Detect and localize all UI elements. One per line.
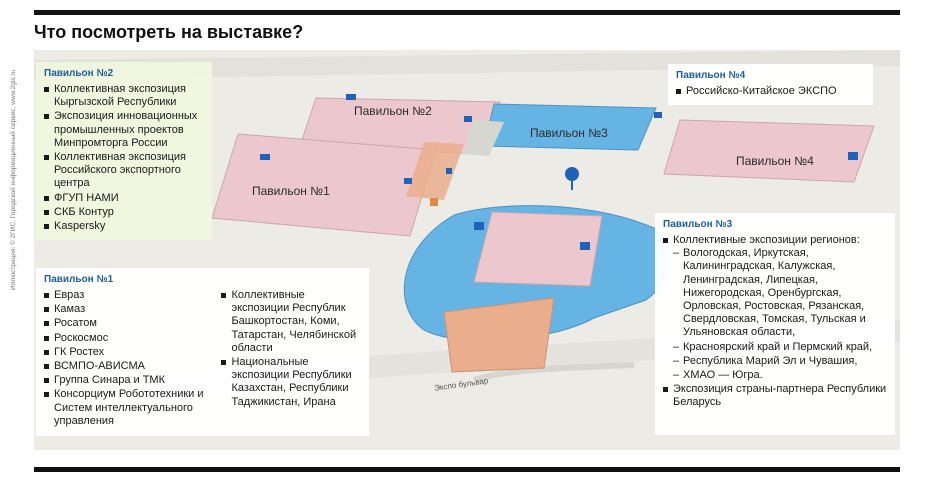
credit-text: Иллюстрация: © 2ГИС. Городской информационный сервис, www.2gis.ru	[10, 69, 17, 290]
sub-list-item: – Республика Марий Эл и Чувашия,	[673, 355, 887, 368]
panel-pavilion-1	[36, 268, 369, 436]
page-title: Что посмотреть на выставке?	[34, 22, 304, 42]
panel-heading: Павильон №4	[676, 70, 746, 81]
panel-pavilion-2	[36, 62, 212, 240]
sub-list-item: – Красноярский край и Пермский край,	[673, 341, 887, 354]
panel-heading: Павильон №3	[663, 219, 733, 230]
list-item: Экспозиция страны-партнера Республики Беларусь	[663, 383, 887, 409]
location-marker-icon	[565, 167, 579, 190]
list-item: ФГУП НАМИ	[44, 192, 204, 205]
list-item: Экспозиция инновационных промышленных проектов Минпромторга России	[44, 110, 204, 150]
sub-list-item: – Вологодская, Иркутская, Калининградская, Калужская, Ленинградская, Липецкая, Нижегородская, Оренбургская, Орловская, Ростовская, Рязанская, Свердловская, Томская, Тульская и Ульяновская области,	[673, 247, 887, 339]
panel-pavilion-4	[668, 64, 873, 105]
list-item: Роскосмос	[44, 332, 207, 345]
list-item: СКБ Контур	[44, 206, 204, 219]
street-label: Экспо бульвар	[433, 376, 489, 393]
list-item: Коллективная экспозиция Российского экспортного центра	[44, 151, 204, 191]
map-label-pavilion-1: Павильон №1	[252, 184, 330, 198]
list-item: Росатом	[44, 317, 207, 330]
list-item: Национальные экспозиции Республики Казахстан, Республики Таджикистан, Ирана	[221, 356, 361, 409]
list-item: Евраз	[44, 289, 207, 302]
bottom-rule	[34, 467, 900, 472]
list-item: Группа Синара и ТМК	[44, 374, 207, 387]
panel-pavilion-3	[655, 213, 895, 435]
list-item: Консорциум Робототехники и Систем интеллектуального управления	[44, 388, 207, 428]
sub-list-item: – ХМАО — Югра.	[673, 369, 887, 382]
map-label-pavilion-2: Павильон №2	[354, 104, 432, 118]
list-item: ВСМПО-АВИСМА	[44, 360, 207, 373]
map-label-pavilion-3: Павильон №3	[530, 126, 608, 140]
list-item: Камаз	[44, 303, 207, 316]
list-item: Российско-Китайское ЭКСПО	[676, 85, 865, 98]
map-label-pavilion-4: Павильон №4	[736, 154, 814, 168]
list-item	[663, 234, 887, 382]
list-item: Коллективная экспозиция Кыргызской Республики	[44, 83, 204, 109]
panel-heading: Павильон №1	[44, 274, 114, 285]
list-item-text: Коллективные экспозиции регионов:	[673, 234, 860, 246]
panel-heading: Павильон №2	[44, 68, 114, 79]
list-item: Коллективные экспозиции Республик Башкортостан, Коми, Татарстан, Челябинской области	[221, 289, 361, 355]
list-item: ГК Ростех	[44, 346, 207, 359]
top-rule	[34, 10, 900, 15]
list-item: Kaspersky	[44, 220, 204, 233]
pavilion-4-roof	[664, 120, 874, 182]
